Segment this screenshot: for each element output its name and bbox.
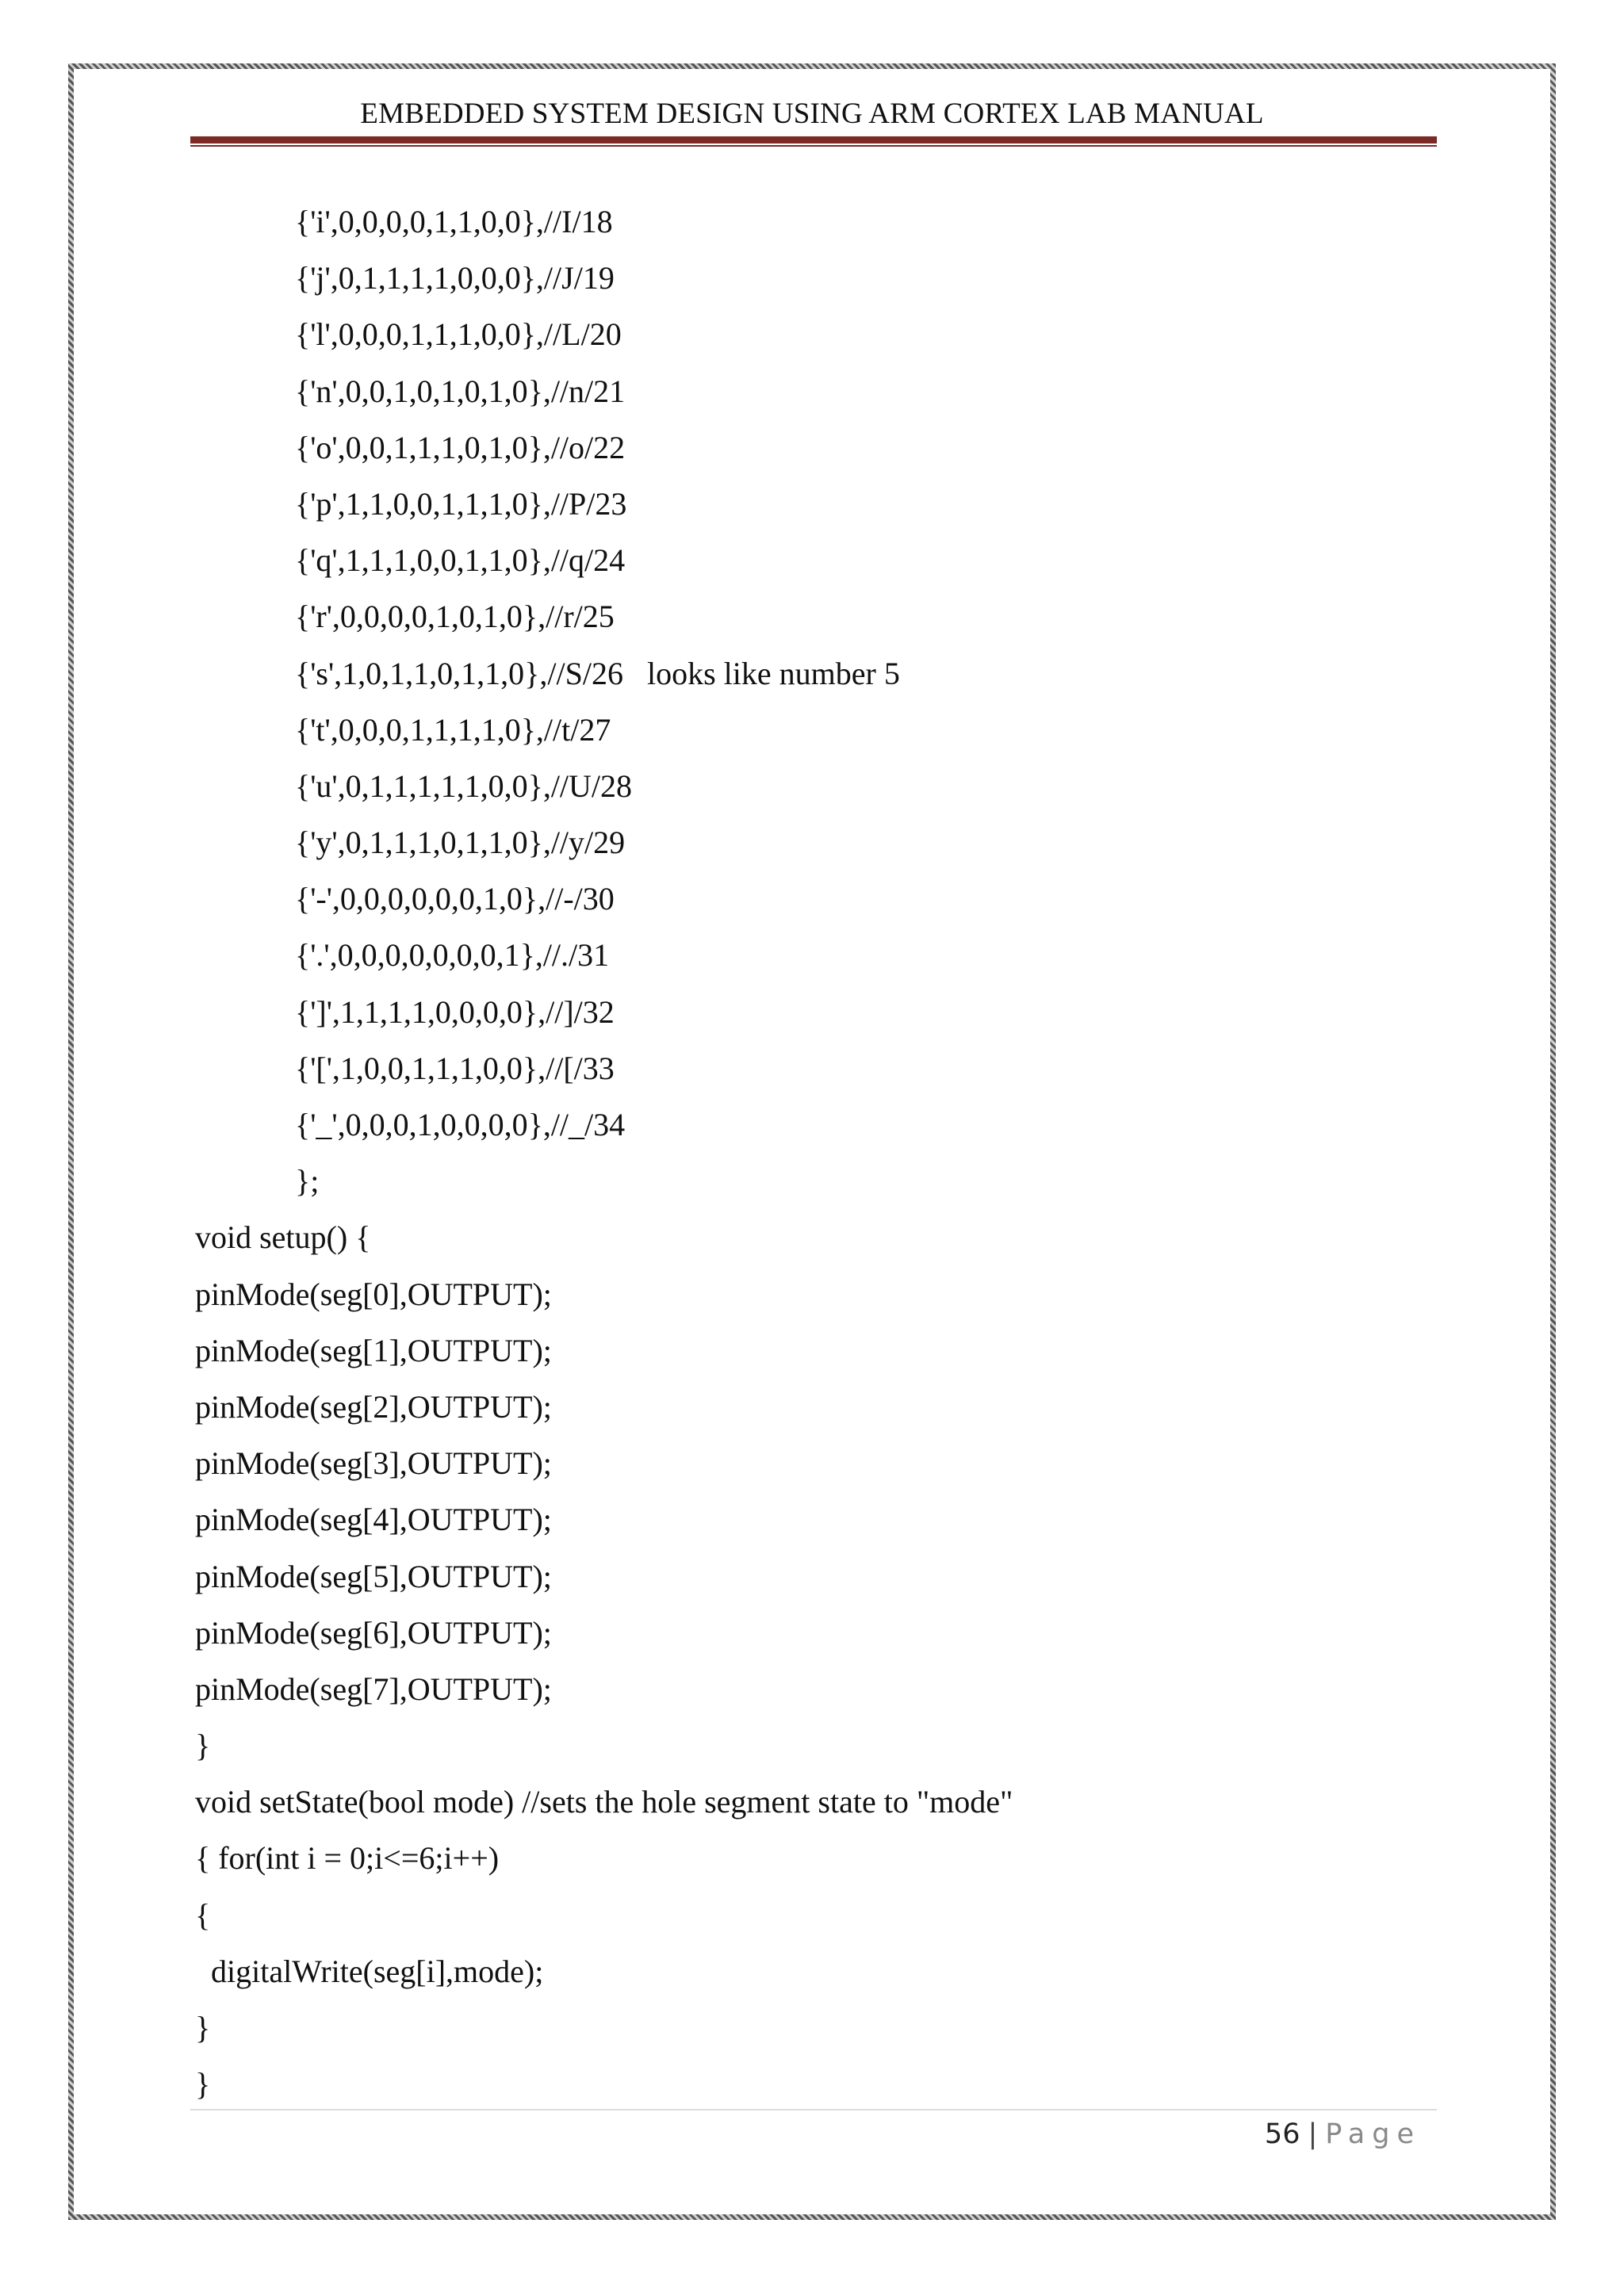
code-line: pinMode(seg[3],OUTPUT); — [195, 1445, 552, 1482]
code-block — [195, 193, 1432, 2112]
code-line: pinMode(seg[2],OUTPUT); — [195, 1388, 552, 1425]
code-line: } — [195, 2066, 211, 2103]
code-line: {'r',0,0,0,0,1,0,1,0},//r/25 — [295, 599, 615, 635]
code-line: { for(int i = 0;i<=6;i++) — [195, 1840, 500, 1877]
code-line: pinMode(seg[0],OUTPUT); — [195, 1276, 552, 1312]
page-number: 56 — [1264, 2118, 1300, 2150]
header-rule-thin — [190, 145, 1437, 147]
code-line: {'p',1,1,0,0,1,1,1,0},//P/23 — [295, 485, 627, 522]
code-line: {'i',0,0,0,0,1,1,0,0},//I/18 — [295, 204, 613, 239]
code-line: pinMode(seg[7],OUTPUT); — [195, 1670, 552, 1707]
code-line: digitalWrite(seg[i],mode); — [195, 1953, 544, 1989]
code-line: {'j',0,1,1,1,1,0,0,0},//J/19 — [295, 260, 615, 297]
code-line: pinMode(seg[5],OUTPUT); — [195, 1558, 552, 1594]
code-line: void setState(bool mode) //sets the hole segment state to "mode" — [195, 1784, 1013, 1820]
code-line: } — [195, 1728, 211, 1764]
code-line: {'_',0,0,0,1,0,0,0,0},//_/34 — [295, 1107, 626, 1142]
code-line: pinMode(seg[4],OUTPUT); — [195, 1502, 552, 1538]
header-title: EMBEDDED SYSTEM DESIGN USING ARM CORTEX LAB MANUAL — [360, 98, 1264, 130]
code-line: {'s',1,0,1,1,0,1,1,0},//S/26 looks like number 5 — [295, 655, 900, 691]
code-line: {'y',0,1,1,1,0,1,1,0},//y/29 — [295, 825, 626, 861]
code-line: {'[',1,0,0,1,1,1,0,0},//[/33 — [295, 1050, 615, 1086]
code-line: {'q',1,1,1,0,0,1,1,0},//q/24 — [295, 542, 626, 579]
page-label: Page — [1325, 2118, 1421, 2150]
page-footer — [1265, 2118, 1421, 2150]
code-line: {'u',0,1,1,1,1,1,0,0},//U/28 — [295, 767, 633, 804]
code-line: {'t',0,0,0,1,1,1,1,0},//t/27 — [295, 711, 611, 748]
code-line: {'l',0,0,0,1,1,1,0,0},//L/20 — [295, 316, 622, 353]
code-line: {'o',0,0,1,1,1,0,1,0},//o/22 — [295, 429, 626, 465]
footer-rule — [190, 2109, 1437, 2110]
code-line: {'n',0,0,1,0,1,0,1,0},//n/21 — [295, 373, 626, 409]
code-line: pinMode(seg[6],OUTPUT); — [195, 1614, 552, 1651]
footer-separator: | — [1308, 2118, 1318, 2150]
code-line: void setup() { — [195, 1219, 371, 1256]
code-line: { — [195, 1896, 211, 1933]
header-rule — [190, 136, 1437, 144]
code-line: } — [195, 2010, 211, 2045]
code-line: {'-',0,0,0,0,0,0,1,0},//-/30 — [295, 881, 615, 917]
code-line: }; — [295, 1163, 320, 1200]
code-line: pinMode(seg[1],OUTPUT); — [195, 1332, 552, 1368]
code-line: {'.',0,0,0,0,0,0,0,1},//./31 — [295, 937, 610, 974]
code-line: {']',1,1,1,1,0,0,0,0},//]/32 — [295, 993, 615, 1030]
